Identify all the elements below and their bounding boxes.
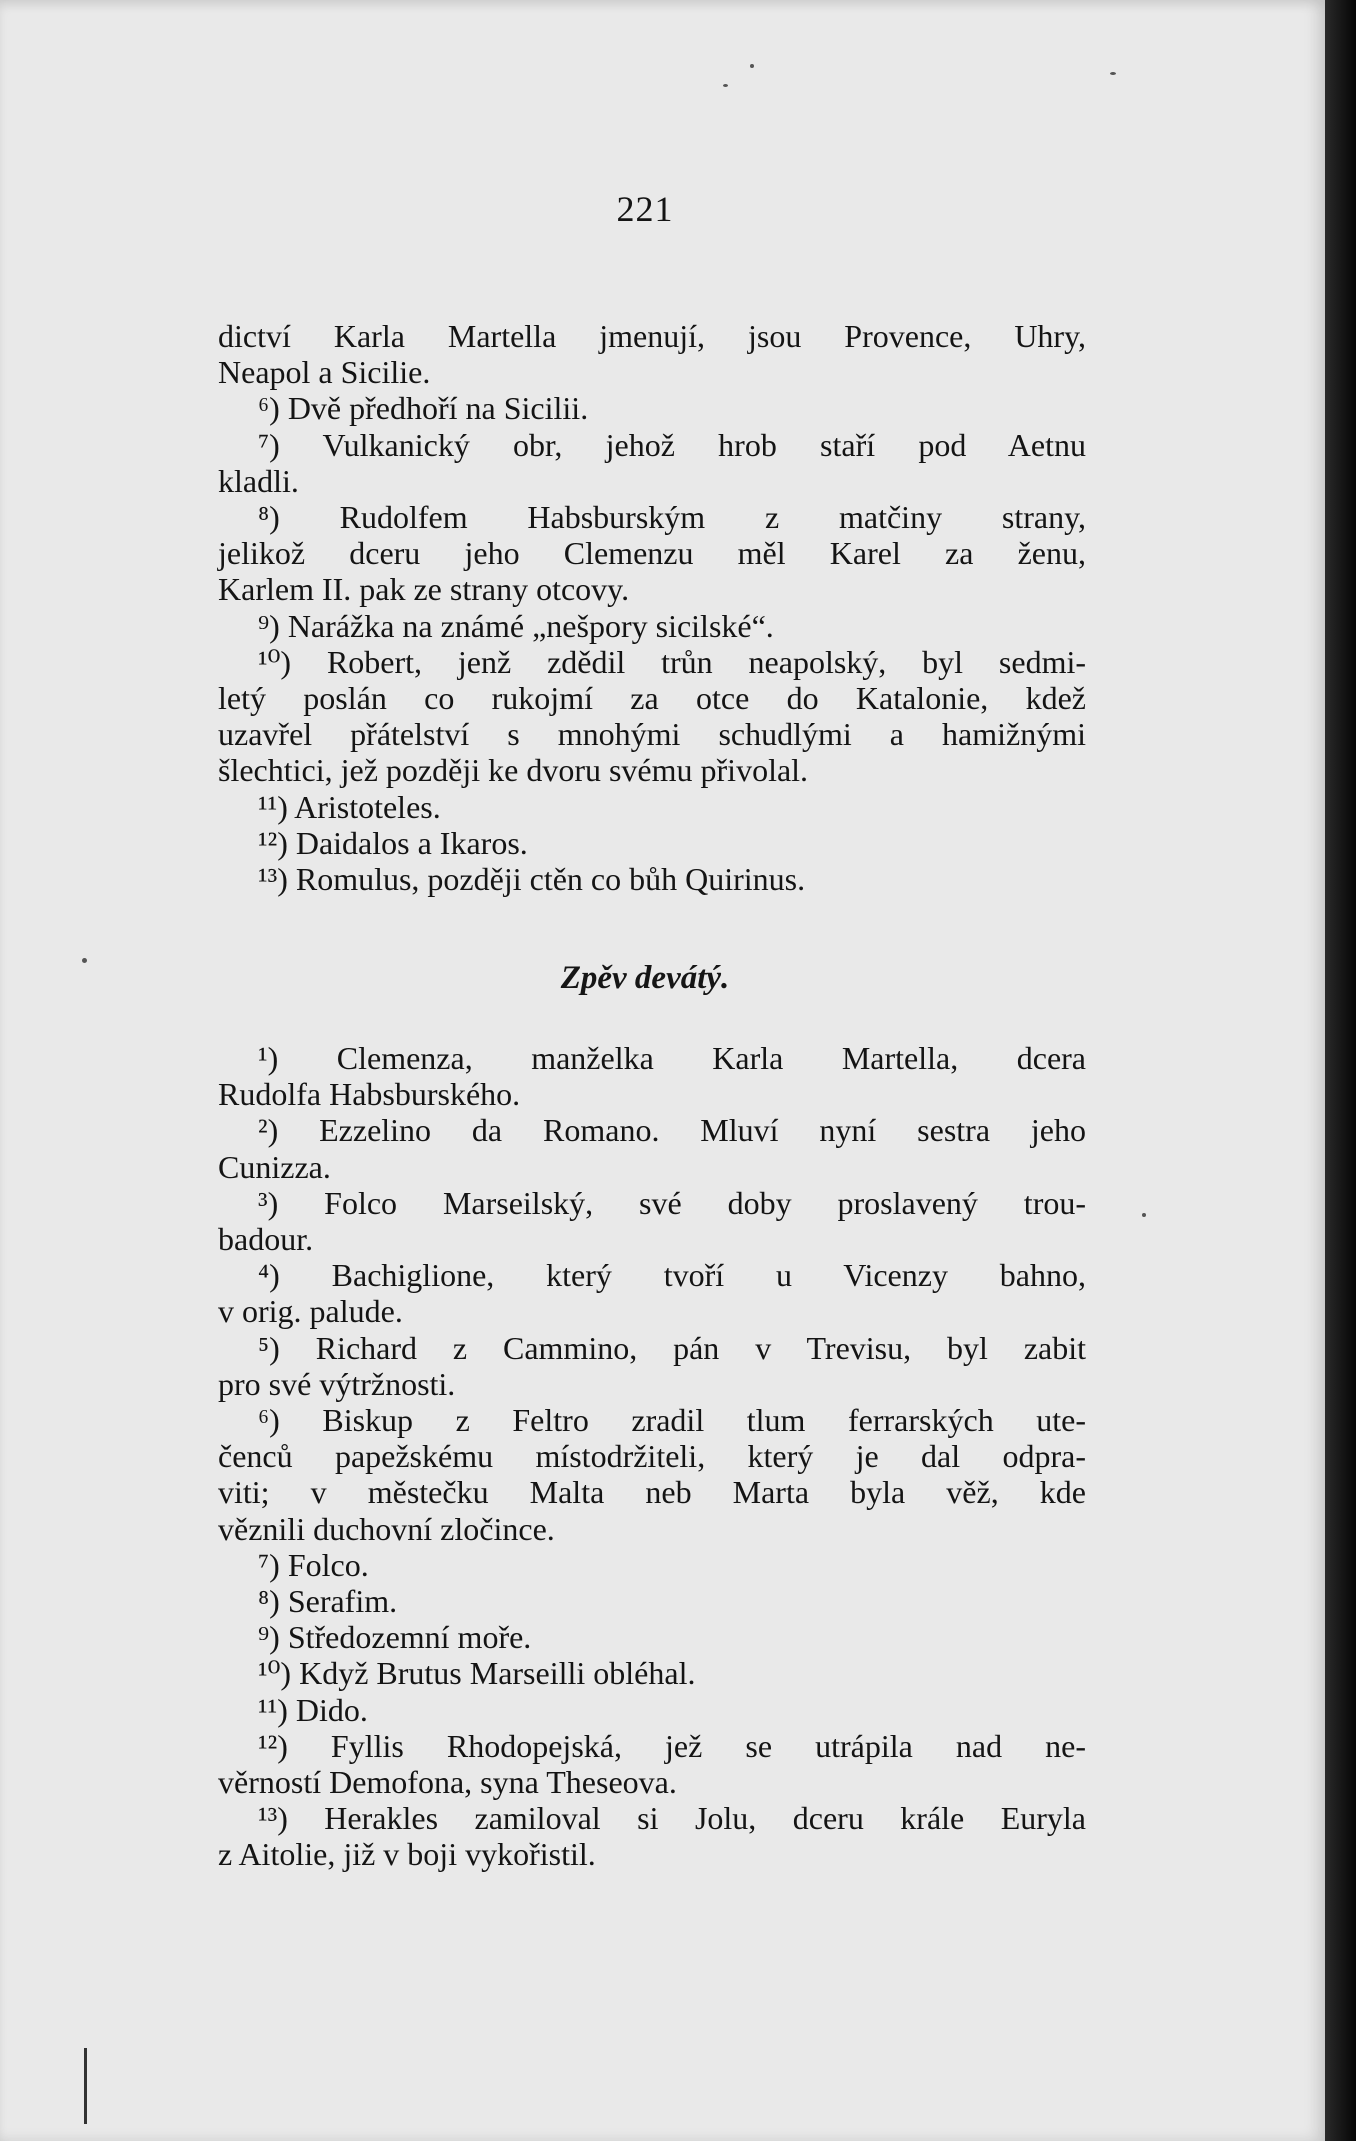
note-line: ¹) Clemenza, manželka Karla Martella, dcera	[258, 1040, 1086, 1076]
dust-speck	[723, 84, 728, 87]
note-line: ¹³) Herakles zamiloval si Jolu, dceru krále Euryla	[258, 1800, 1086, 1837]
notes-block-previous-canto	[218, 318, 1086, 897]
scan-artifact-line	[84, 2048, 87, 2124]
note-line: ⁴) Bachiglione, který tvoří u Vicenzy bahno,	[258, 1257, 1086, 1294]
note-line: ⁶) Dvě předhoří na Sicilii.	[258, 390, 589, 427]
note-line: ¹²) Fyllis Rhodopejská, jež se utrápila nad ne-	[258, 1727, 1086, 1764]
note-line: dictví Karla Martella jmenují, jsou Provence, Uhry,	[218, 318, 1086, 354]
note-line: ⁹) Středozemní moře.	[258, 1619, 532, 1656]
note-line: ⁷) Folco.	[258, 1546, 369, 1583]
note-line: ⁸) Rudolfem Habsburským z matčiny strany,	[258, 499, 1086, 536]
note-line: věrností Demofona, syna Theseova.	[218, 1764, 677, 1801]
note-line: ⁸) Serafim.	[258, 1583, 398, 1620]
note-line: ¹⁰) Robert, jenž zdědil trůn neapolský, byl sedmi-	[258, 643, 1086, 680]
page-edge-shadow	[1325, 0, 1356, 2141]
note-line: letý poslán co rukojmí za otce do Katalonie, kdež	[218, 680, 1086, 717]
note-line: ⁹) Narážka na známé „nešpory sicilské“.	[258, 607, 774, 644]
note-line: ³) Folco Marseilský, své doby proslavený trou-	[258, 1184, 1086, 1221]
note-line: šlechtici, jež později ke dvoru svému přivolal.	[218, 752, 809, 789]
note-line: ⁷) Vulkanický obr, jehož hrob staří pod Aetnu	[258, 426, 1086, 463]
note-line: Cunizza.	[218, 1148, 331, 1185]
note-line: ¹¹) Dido.	[258, 1691, 368, 1728]
note-line: Neapol a Sicilie.	[218, 354, 431, 391]
dust-speck	[1110, 72, 1116, 75]
note-line: pro své výtržnosti.	[218, 1365, 456, 1402]
note-line: ¹³) Romulus, později ctěn co bůh Quirinus.	[258, 861, 806, 898]
note-line: ²) Ezzelino da Romano. Mluví nyní sestra jeho	[258, 1112, 1086, 1149]
note-line: ¹⁰) Když Brutus Marseilli obléhal.	[258, 1655, 696, 1692]
note-line: viti; v městečku Malta neb Marta byla věž, kde	[218, 1474, 1086, 1511]
note-line: ¹¹) Aristoteles.	[258, 788, 441, 825]
notes-block-canto-nine	[218, 1040, 1086, 1873]
dust-speck	[1142, 1213, 1146, 1217]
note-line: ⁶) Biskup z Feltro zradil tlum ferrarských ute-	[258, 1402, 1086, 1439]
note-line: čenců papežskému místodržiteli, který je dal odpra-	[218, 1438, 1086, 1475]
note-line: z Aitolie, již v boji vykořistil.	[218, 1836, 596, 1873]
note-line: věznili duchovní zločince.	[218, 1510, 555, 1547]
dust-speck	[82, 958, 87, 963]
note-line: uzavřel přátelství s mnohými schudlými a hamižnými	[218, 716, 1086, 753]
note-line: Karlem II. pak ze strany otcovy.	[218, 571, 630, 608]
note-line: jelikož dceru jeho Clemenzu měl Karel za ženu,	[218, 535, 1086, 572]
page-number: 221	[616, 189, 674, 229]
note-line: Rudolfa Habsburského.	[218, 1076, 521, 1113]
note-line: badour.	[218, 1221, 314, 1258]
note-line: v orig. palude.	[218, 1293, 403, 1330]
note-line: ¹²) Daidalos a Ikaros.	[258, 824, 528, 861]
dust-speck	[750, 64, 754, 68]
canto-heading: Zpěv devátý.	[560, 960, 730, 996]
note-line: kladli.	[218, 462, 299, 499]
note-line: ⁵) Richard z Cammino, pán v Trevisu, byl zabit	[258, 1329, 1086, 1366]
